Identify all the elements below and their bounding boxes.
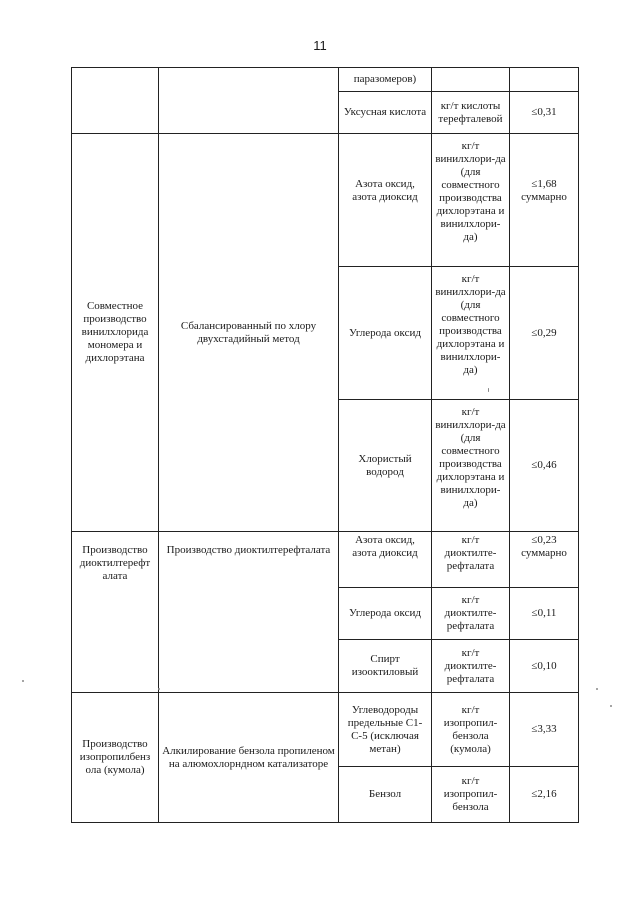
- scan-artifact: [610, 705, 612, 707]
- substance-cell: Углеводороды предельные С1-С-5 (исключая метан): [339, 693, 432, 767]
- value-cell: ≤0,10: [510, 640, 579, 693]
- scan-artifact: [596, 688, 598, 690]
- value-cell: ≤1,68 суммарно: [510, 134, 579, 267]
- substance-cell: Азота оксид, азота диоксид: [339, 532, 432, 588]
- substance-cell: Хлористый водород: [339, 400, 432, 532]
- value-cell: ≤0,31: [510, 92, 579, 134]
- unit-cell: кг/т кислоты терефталевой: [432, 92, 510, 134]
- scan-artifact: [158, 688, 160, 690]
- unit-cell: кг/т винилхлори-да (для совместного производства дихлорэтана и винилхлори-да): [432, 267, 510, 400]
- unit-cell: кг/т изопропил-бензола (кумола): [432, 693, 510, 767]
- value-cell: ≤0,29: [510, 267, 579, 400]
- unit-cell: кг/т диоктилте-рефталата: [432, 588, 510, 640]
- substance-cell: Углерода оксид: [339, 267, 432, 400]
- process-cell: Производство изопропилбенз ола (кумола): [72, 693, 159, 823]
- table-row: [72, 68, 579, 92]
- method-cell: Сбалансированный по хлору двухстадийный метод: [159, 134, 339, 532]
- value-cell: ≤0,11: [510, 588, 579, 640]
- table-row: [72, 134, 579, 267]
- unit-cell: кг/т винилхлори-да (для совместного производства дихлорэтана и винилхлори-да): [432, 134, 510, 267]
- unit-cell: кг/т винилхлори-да (для совместного производства дихлорэтана и винилхлори-да): [432, 400, 510, 532]
- unit-cell: кг/т диоктилте-рефталата: [432, 532, 510, 588]
- method-cell: Алкилирование бензола пропиленом на алюмохлорндном катализаторе: [159, 693, 339, 823]
- page-number: 11: [313, 38, 327, 53]
- emissions-table: [71, 67, 579, 823]
- table-row: [72, 693, 579, 767]
- process-cell: Совместное производство винилхлорида мономера и дихлорэтана: [72, 134, 159, 532]
- substance-cell: Азота оксид, азота диоксид: [339, 134, 432, 267]
- table-row: [72, 532, 579, 588]
- value-cell: ≤0,46: [510, 400, 579, 532]
- substance-cell: паразомеров): [339, 68, 432, 92]
- process-cell: [72, 68, 159, 134]
- substance-cell: Бензол: [339, 767, 432, 823]
- value-cell: ≤0,23 суммарно: [510, 532, 579, 588]
- process-cell: Производство диоктилтерефт алата: [72, 532, 159, 693]
- unit-cell: кг/т изопропил-бензола: [432, 767, 510, 823]
- substance-cell: Углерода оксид: [339, 588, 432, 640]
- substance-cell: Спирт изооктиловый: [339, 640, 432, 693]
- value-cell: ≤3,33: [510, 693, 579, 767]
- scan-artifact: [22, 680, 24, 682]
- value-cell: ≤2,16: [510, 767, 579, 823]
- value-cell: [510, 68, 579, 92]
- method-cell: Производство диоктилтерефталата: [159, 532, 339, 693]
- unit-cell: [432, 68, 510, 92]
- substance-cell: Уксусная кислота: [339, 92, 432, 134]
- unit-cell: кг/т диоктилте-рефталата: [432, 640, 510, 693]
- method-cell: [159, 68, 339, 134]
- scan-artifact: [488, 388, 489, 392]
